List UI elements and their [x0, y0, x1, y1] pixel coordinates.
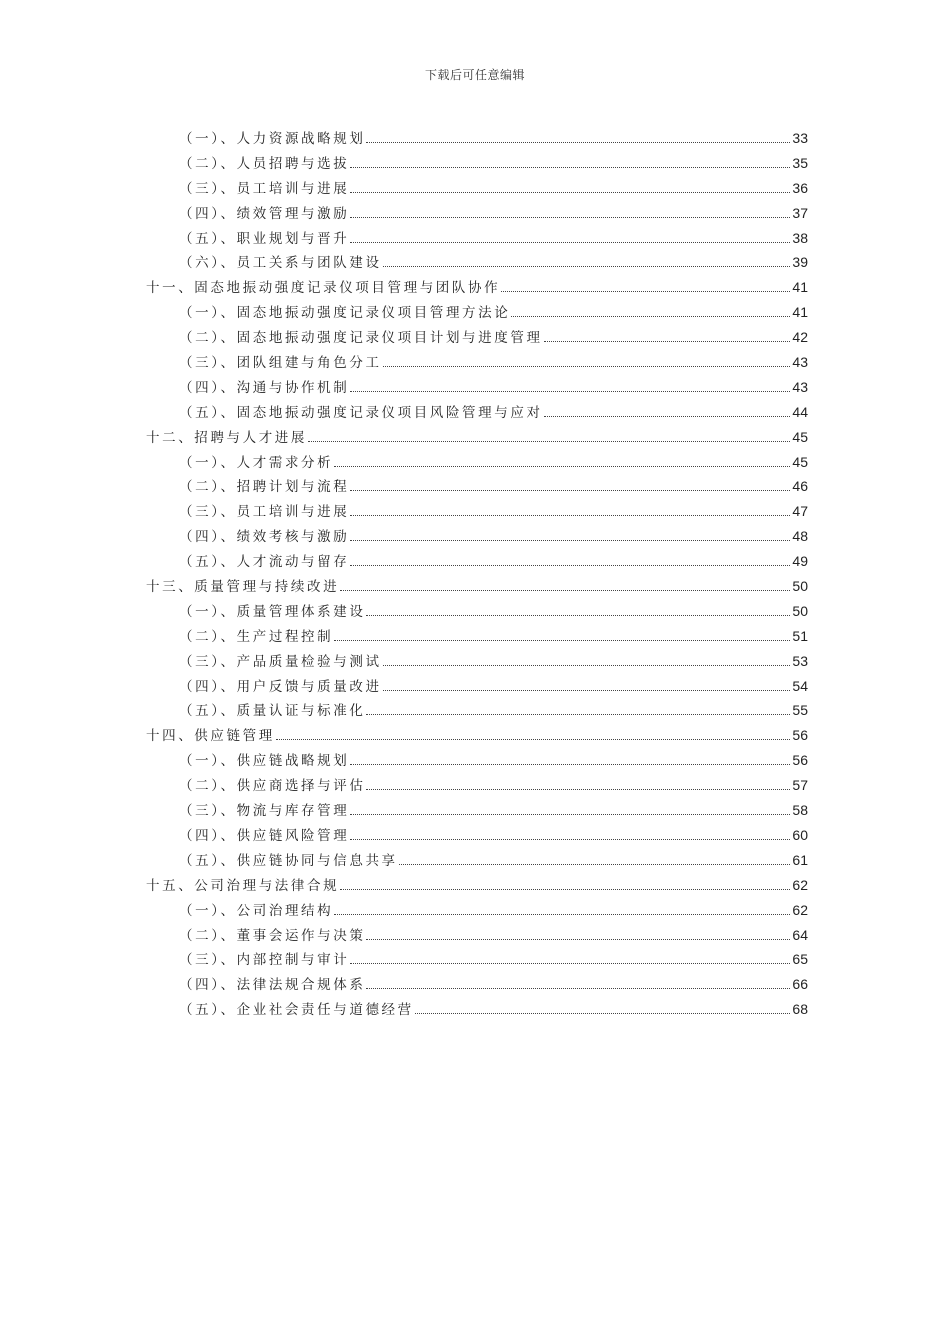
toc-dot-leader — [366, 789, 790, 790]
toc-entry-title: （二）、固态地振动强度记录仪项目计划与进度管理 — [179, 330, 543, 347]
toc-dot-leader — [415, 1013, 791, 1014]
toc-section-entry[interactable] — [146, 624, 808, 649]
toc-chapter-entry[interactable] — [146, 723, 808, 748]
toc-page-number: 42 — [792, 329, 808, 346]
toc-section-entry[interactable] — [146, 947, 808, 972]
toc-dot-leader — [350, 814, 790, 815]
toc-entry-title: （一）、质量管理体系建设 — [179, 603, 366, 620]
toc-entry-title: （一）、固态地振动强度记录仪项目管理方法论 — [179, 305, 511, 322]
toc-section-entry[interactable] — [146, 599, 808, 624]
toc-dot-leader — [544, 341, 791, 342]
toc-section-entry[interactable] — [146, 176, 808, 201]
page-header: 下载后可任意编辑 — [424, 68, 525, 82]
toc-dot-leader — [350, 540, 790, 541]
toc-page-number: 45 — [792, 428, 808, 445]
toc-page-number: 36 — [792, 179, 808, 196]
toc-page-number: 49 — [792, 553, 808, 570]
toc-page-number: 57 — [792, 777, 808, 794]
toc-section-entry[interactable] — [146, 698, 808, 723]
toc-dot-leader — [340, 889, 790, 890]
toc-entry-title: （五）、质量认证与标准化 — [179, 703, 366, 720]
toc-page-number: 43 — [792, 378, 808, 395]
toc-dot-leader — [399, 864, 791, 865]
toc-section-entry[interactable] — [146, 524, 808, 549]
toc-page-number: 64 — [792, 926, 808, 943]
toc-page-number: 46 — [792, 478, 808, 495]
toc-entry-title: （四）、沟通与协作机制 — [179, 379, 350, 396]
toc-entry-title: （五）、供应链协同与信息共享 — [179, 852, 398, 869]
toc-entry-title: （五）、固态地振动强度记录仪项目风险管理与应对 — [179, 404, 543, 421]
toc-entry-title: （二）、人员招聘与选拔 — [179, 155, 350, 172]
toc-section-entry[interactable] — [146, 201, 808, 226]
toc-page-number: 50 — [792, 602, 808, 619]
toc-dot-leader — [350, 963, 790, 964]
toc-section-entry[interactable] — [146, 325, 808, 350]
toc-dot-leader — [350, 490, 790, 491]
toc-page-number: 58 — [792, 802, 808, 819]
toc-dot-leader — [350, 192, 790, 193]
toc-entry-title: （六）、员工关系与团队建设 — [179, 255, 382, 272]
toc-section-entry[interactable] — [146, 748, 808, 773]
toc-page-number: 48 — [792, 528, 808, 545]
table-of-contents — [146, 126, 808, 1022]
toc-page-number: 62 — [792, 901, 808, 918]
toc-dot-leader — [383, 266, 791, 267]
toc-dot-leader — [366, 714, 790, 715]
toc-section-entry[interactable] — [146, 798, 808, 823]
toc-page-number: 35 — [792, 154, 808, 171]
toc-dot-leader — [350, 839, 790, 840]
toc-section-entry[interactable] — [146, 151, 808, 176]
toc-page-number: 44 — [792, 403, 808, 420]
toc-dot-leader — [383, 665, 791, 666]
toc-entry-title: （四）、供应链风险管理 — [179, 827, 350, 844]
toc-dot-leader — [511, 316, 790, 317]
toc-page-number: 39 — [792, 254, 808, 271]
toc-dot-leader — [366, 988, 790, 989]
toc-entry-title: 十五、公司治理与法律合规 — [146, 877, 340, 894]
toc-entry-title: （一）、供应链战略规划 — [179, 753, 350, 770]
toc-section-entry[interactable] — [146, 972, 808, 997]
toc-entry-title: （二）、供应商选择与评估 — [179, 778, 366, 795]
toc-entry-title: （三）、团队组建与角色分工 — [179, 355, 382, 372]
toc-entry-title: （一）、人力资源战略规划 — [179, 131, 366, 147]
toc-entry-title: （三）、员工培训与进展 — [179, 180, 350, 197]
toc-dot-leader — [350, 515, 790, 516]
toc-dot-leader — [350, 217, 790, 218]
toc-page-number: 41 — [792, 304, 808, 321]
toc-section-entry[interactable] — [146, 898, 808, 923]
toc-dot-leader — [334, 914, 790, 915]
toc-section-entry[interactable] — [146, 375, 808, 400]
toc-dot-leader — [366, 615, 790, 616]
toc-section-entry[interactable] — [146, 499, 808, 524]
toc-dot-leader — [366, 142, 790, 143]
toc-entry-title: （五）、职业规划与晋升 — [179, 230, 350, 247]
toc-page-number: 66 — [792, 976, 808, 993]
toc-entry-title: （三）、内部控制与审计 — [179, 952, 350, 969]
toc-section-entry[interactable] — [146, 126, 808, 151]
toc-chapter-entry[interactable] — [146, 425, 808, 450]
toc-page-number: 43 — [792, 354, 808, 371]
toc-entry-title: 十三、质量管理与持续改进 — [146, 579, 340, 596]
toc-section-entry[interactable] — [146, 350, 808, 375]
toc-entry-title: （一）、公司治理结构 — [179, 902, 334, 919]
toc-entry-title: （二）、生产过程控制 — [179, 628, 334, 645]
toc-dot-leader — [334, 640, 790, 641]
toc-dot-leader — [350, 242, 790, 243]
toc-chapter-entry[interactable] — [146, 574, 808, 599]
toc-dot-leader — [340, 590, 790, 591]
toc-page-number: 60 — [792, 826, 808, 843]
toc-section-entry[interactable] — [146, 300, 808, 325]
toc-page-number: 56 — [792, 752, 808, 769]
toc-entry-title: （三）、员工培训与进展 — [179, 504, 350, 521]
toc-section-entry[interactable] — [146, 400, 808, 425]
toc-section-entry[interactable] — [146, 226, 808, 251]
toc-page-number: 55 — [792, 702, 808, 719]
toc-entry-title: （四）、绩效管理与激励 — [179, 205, 350, 222]
toc-dot-leader — [501, 291, 790, 292]
toc-chapter-entry[interactable] — [146, 275, 808, 300]
toc-section-entry[interactable] — [146, 773, 808, 798]
toc-entry-title: （一）、人才需求分析 — [179, 454, 334, 471]
toc-page-number: 62 — [792, 876, 808, 893]
toc-page-number: 56 — [792, 727, 808, 744]
toc-page-number: 68 — [792, 1001, 808, 1018]
toc-dot-leader — [383, 690, 791, 691]
toc-page-number: 65 — [792, 951, 808, 968]
toc-dot-leader — [276, 739, 791, 740]
toc-section-entry[interactable] — [146, 474, 808, 499]
toc-section-entry[interactable] — [146, 549, 808, 574]
toc-entry-title: （四）、绩效考核与激励 — [179, 529, 350, 546]
toc-dot-leader — [350, 391, 790, 392]
toc-dot-leader — [308, 441, 790, 442]
toc-page-number: 33 — [792, 130, 808, 146]
toc-entry-title: （二）、招聘计划与流程 — [179, 479, 350, 496]
toc-chapter-entry[interactable] — [146, 873, 808, 898]
toc-page-number: 47 — [792, 503, 808, 520]
toc-section-entry[interactable] — [146, 923, 808, 948]
toc-dot-leader — [334, 466, 790, 467]
toc-section-entry[interactable] — [146, 997, 808, 1022]
toc-dot-leader — [350, 565, 790, 566]
toc-section-entry[interactable] — [146, 450, 808, 475]
toc-page-number: 53 — [792, 652, 808, 669]
toc-page-number: 61 — [792, 851, 808, 868]
toc-page-number: 51 — [792, 627, 808, 644]
toc-entry-title: 十一、固态地振动强度记录仪项目管理与团队协作 — [146, 280, 501, 297]
toc-entry-title: （五）、人才流动与留存 — [179, 554, 350, 571]
toc-section-entry[interactable] — [146, 250, 808, 275]
toc-dot-leader — [544, 416, 791, 417]
toc-entry-title: （三）、物流与库存管理 — [179, 803, 350, 820]
toc-page-number: 45 — [792, 453, 808, 470]
toc-dot-leader — [350, 764, 790, 765]
toc-page-number: 38 — [792, 229, 808, 246]
toc-entry-title: 十四、供应链管理 — [146, 728, 275, 745]
toc-section-entry[interactable] — [146, 823, 808, 848]
toc-section-entry[interactable] — [146, 674, 808, 699]
toc-entry-title: （四）、用户反馈与质量改进 — [179, 678, 382, 695]
toc-dot-leader — [350, 167, 790, 168]
toc-entry-title: （三）、产品质量检验与测试 — [179, 653, 382, 670]
toc-page-number: 50 — [792, 578, 808, 595]
toc-page-number: 41 — [792, 279, 808, 296]
toc-page-number: 54 — [792, 677, 808, 694]
toc-section-entry[interactable] — [146, 848, 808, 873]
toc-entry-title: （二）、董事会运作与决策 — [179, 927, 366, 944]
toc-section-entry[interactable] — [146, 649, 808, 674]
toc-dot-leader — [366, 939, 790, 940]
toc-dot-leader — [383, 366, 791, 367]
toc-entry-title: 十二、招聘与人才进展 — [146, 429, 307, 446]
toc-entry-title: （五）、企业社会责任与道德经营 — [179, 1002, 414, 1019]
toc-entry-title: （四）、法律法规合规体系 — [179, 977, 366, 994]
toc-page-number: 37 — [792, 204, 808, 221]
